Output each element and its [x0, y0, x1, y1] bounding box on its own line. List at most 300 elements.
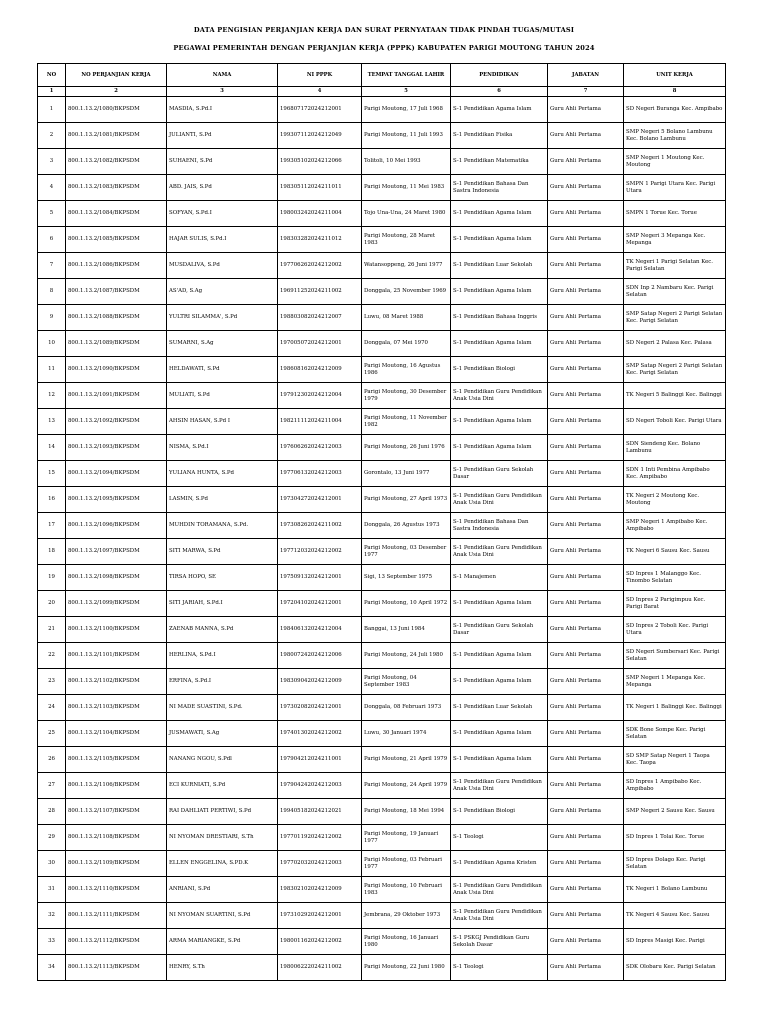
- header-no-perjanjian-kerja: NO PERJANJIAN KERJA: [66, 64, 167, 87]
- cell-unit-kerja: SDK Olobaru Kec. Parigi Selatan: [624, 955, 726, 981]
- cell-no: 17: [38, 513, 66, 539]
- table-row: [38, 461, 726, 487]
- cell-no-perjanjian-kerja: 800.1.13.2/1083/BKPSDM: [66, 175, 167, 201]
- cell-tempat-tanggal-lahir: Parigi Moutong, 22 Juni 1980: [362, 955, 451, 981]
- cell-ni-pppk: 197904242024212003: [278, 773, 362, 799]
- cell-no: 31: [38, 877, 66, 903]
- cell-jabatan: Guru Ahli Pertama: [548, 513, 624, 539]
- cell-unit-kerja: SMP Satap Negeri 2 Parigi Selatan Kec. Parigi Selatan: [624, 305, 726, 331]
- cell-jabatan: Guru Ahli Pertama: [548, 903, 624, 929]
- cell-nama: JUSMAWATI, S.Ag: [167, 721, 278, 747]
- cell-jabatan: Guru Ahli Pertama: [548, 643, 624, 669]
- cell-jabatan: Guru Ahli Pertama: [548, 253, 624, 279]
- cell-jabatan: Guru Ahli Pertama: [548, 851, 624, 877]
- cell-no-perjanjian-kerja: 800.1.13.2/1100/BKPSDM: [66, 617, 167, 643]
- cell-unit-kerja: SDN Inp 2 Nambaru Kec. Parigi Selatan: [624, 279, 726, 305]
- table-row: [38, 305, 726, 331]
- table-row: [38, 487, 726, 513]
- cell-nama: SITI JARIAH, S.Pd.I: [167, 591, 278, 617]
- cell-pendidikan: S-1 Pendidikan Biologi: [451, 357, 548, 383]
- cell-unit-kerja: SD Inpres Masigi Kec. Parigi: [624, 929, 726, 955]
- cell-unit-kerja: SMP Negeri 3 Mepanga Kec. Mepanga: [624, 227, 726, 253]
- cell-tempat-tanggal-lahir: Parigi Moutong, 04 September 1983: [362, 669, 451, 695]
- cell-no: 22: [38, 643, 66, 669]
- cell-no-perjanjian-kerja: 800.1.13.2/1104/BKPSDM: [66, 721, 167, 747]
- cell-no: 27: [38, 773, 66, 799]
- cell-no: 24: [38, 695, 66, 721]
- cell-no: 15: [38, 461, 66, 487]
- cell-pendidikan: S-1 Pendidikan Guru Pendidikan Anak Usia Dini: [451, 903, 548, 929]
- cell-jabatan: Guru Ahli Pertama: [548, 331, 624, 357]
- cell-no-perjanjian-kerja: 800.1.13.2/1091/BKPSDM: [66, 383, 167, 409]
- cell-tempat-tanggal-lahir: Parigi Moutong, 11 November 1982: [362, 409, 451, 435]
- cell-tempat-tanggal-lahir: Parigi Moutong, 11 Mei 1983: [362, 175, 451, 201]
- cell-no: 21: [38, 617, 66, 643]
- cell-ni-pppk: 198406132024212004: [278, 617, 362, 643]
- cell-tempat-tanggal-lahir: Donggala, 25 November 1969: [362, 279, 451, 305]
- cell-jabatan: Guru Ahli Pertama: [548, 227, 624, 253]
- table-row: [38, 851, 726, 877]
- cell-unit-kerja: SDK Bone Sompe Kec. Parigi Selatan: [624, 721, 726, 747]
- table-row: [38, 747, 726, 773]
- cell-unit-kerja: TK Negeri 6 Sausu Kec. Sausu: [624, 539, 726, 565]
- cell-pendidikan: S-1 Pendidikan Agama Islam: [451, 279, 548, 305]
- cell-unit-kerja: SD Negeri Sumbersari Kec. Parigi Selatan: [624, 643, 726, 669]
- cell-unit-kerja: SMPN 1 Torue Kec. Torue: [624, 201, 726, 227]
- cell-jabatan: Guru Ahli Pertama: [548, 123, 624, 149]
- cell-no-perjanjian-kerja: 800.1.13.2/1090/BKPSDM: [66, 357, 167, 383]
- cell-tempat-tanggal-lahir: Parigi Moutong, 18 Mei 1994: [362, 799, 451, 825]
- cell-unit-kerja: TK Negeri 4 Sausu Kec. Sausu: [624, 903, 726, 929]
- cell-no: 32: [38, 903, 66, 929]
- cell-ni-pppk: 197912302024212004: [278, 383, 362, 409]
- column-number: 2: [66, 87, 167, 97]
- table-row: [38, 877, 726, 903]
- cell-unit-kerja: SDN Siendeng Kec. Bolano Lambunu: [624, 435, 726, 461]
- table-row: [38, 123, 726, 149]
- cell-no: 3: [38, 149, 66, 175]
- cell-jabatan: Guru Ahli Pertama: [548, 799, 624, 825]
- table-row: [38, 279, 726, 305]
- cell-pendidikan: S-1 Pendidikan Bahasa Dan Sastra Indonesia: [451, 175, 548, 201]
- cell-jabatan: Guru Ahli Pertama: [548, 747, 624, 773]
- table-row: [38, 149, 726, 175]
- cell-no: 29: [38, 825, 66, 851]
- cell-pendidikan: S-1 Pendidikan Luar Sekolah: [451, 695, 548, 721]
- cell-unit-kerja: SD Inpres 1 Malanggo Kec. Tinombo Selatan: [624, 565, 726, 591]
- cell-tempat-tanggal-lahir: Parigi Moutong, 10 April 1972: [362, 591, 451, 617]
- cell-no: 8: [38, 279, 66, 305]
- cell-no-perjanjian-kerja: 800.1.13.2/1103/BKPSDM: [66, 695, 167, 721]
- cell-nama: HELDAWATI, S.Pd: [167, 357, 278, 383]
- cell-jabatan: Guru Ahli Pertama: [548, 97, 624, 123]
- document-title-line-1: DATA PENGISIAN PERJANJIAN KERJA DAN SURAT PERNYATAAN TIDAK PINDAH TUGAS/MUTASI: [193, 26, 575, 34]
- cell-jabatan: Guru Ahli Pertama: [548, 409, 624, 435]
- cell-no-perjanjian-kerja: 800.1.13.2/1099/BKPSDM: [66, 591, 167, 617]
- cell-no-perjanjian-kerja: 800.1.13.2/1089/BKPSDM: [66, 331, 167, 357]
- table-body: [38, 97, 726, 981]
- cell-no-perjanjian-kerja: 800.1.13.2/1097/BKPSDM: [66, 539, 167, 565]
- cell-ni-pppk: 198303282024211012: [278, 227, 362, 253]
- cell-pendidikan: S-1 Pendidikan Agama Islam: [451, 435, 548, 461]
- cell-tempat-tanggal-lahir: Parigi Moutong, 17 Juli 1968: [362, 97, 451, 123]
- cell-jabatan: Guru Ahli Pertama: [548, 539, 624, 565]
- cell-jabatan: Guru Ahli Pertama: [548, 201, 624, 227]
- cell-ni-pppk: 199305102024212066: [278, 149, 362, 175]
- cell-tempat-tanggal-lahir: Parigi Moutong, 27 April 1973: [362, 487, 451, 513]
- cell-nama: ERFINA, S.Pd.I: [167, 669, 278, 695]
- cell-ni-pppk: 196911252024211002: [278, 279, 362, 305]
- cell-nama: ABD. JAIS, S.Pd: [167, 175, 278, 201]
- cell-tempat-tanggal-lahir: Parigi Moutong, 28 Maret 1983: [362, 227, 451, 253]
- cell-no-perjanjian-kerja: 800.1.13.2/1112/BKPSDM: [66, 929, 167, 955]
- cell-no-perjanjian-kerja: 800.1.13.2/1082/BKPSDM: [66, 149, 167, 175]
- table-row: [38, 513, 726, 539]
- cell-no-perjanjian-kerja: 800.1.13.2/1096/BKPSDM: [66, 513, 167, 539]
- cell-pendidikan: S-1 Pendidikan Fisika: [451, 123, 548, 149]
- cell-unit-kerja: TK Negeri 2 Moutong Kec. Moutong: [624, 487, 726, 513]
- cell-tempat-tanggal-lahir: Parigi Moutong, 19 Januari 1977: [362, 825, 451, 851]
- cell-unit-kerja: SD Inpres 2 Parigimpuu Kec. Parigi Barat: [624, 591, 726, 617]
- cell-no: 11: [38, 357, 66, 383]
- cell-pendidikan: S-1 Pendidikan Biologi: [451, 799, 548, 825]
- cell-no-perjanjian-kerja: 800.1.13.2/1080/BKPSDM: [66, 97, 167, 123]
- cell-pendidikan: S-1 Pendidikan Agama Islam: [451, 201, 548, 227]
- cell-unit-kerja: SDN 1 Inti Pembina Ampibabo Kec. Ampibabo: [624, 461, 726, 487]
- column-number: 5: [362, 87, 451, 97]
- table-row: [38, 331, 726, 357]
- cell-nama: MASDIA, S.Pd.I: [167, 97, 278, 123]
- cell-no-perjanjian-kerja: 800.1.13.2/1113/BKPSDM: [66, 955, 167, 981]
- cell-ni-pppk: 197308262024211002: [278, 513, 362, 539]
- cell-ni-pppk: 197706262024212002: [278, 253, 362, 279]
- cell-pendidikan: S-1 PSKGJ Pendidikan Guru Sekolah Dasar: [451, 929, 548, 955]
- cell-pendidikan: S-1 Pendidikan Agama Islam: [451, 227, 548, 253]
- cell-nama: JULIANTI, S.Pd: [167, 123, 278, 149]
- cell-no: 13: [38, 409, 66, 435]
- cell-jabatan: Guru Ahli Pertama: [548, 617, 624, 643]
- cell-nama: HAJAR SULIS, S.Pd.I: [167, 227, 278, 253]
- cell-pendidikan: S-1 Pendidikan Agama Islam: [451, 97, 548, 123]
- cell-no: 20: [38, 591, 66, 617]
- cell-no-perjanjian-kerja: 800.1.13.2/1081/BKPSDM: [66, 123, 167, 149]
- cell-tempat-tanggal-lahir: Parigi Moutong, 10 Februari 1983: [362, 877, 451, 903]
- cell-no-perjanjian-kerja: 800.1.13.2/1102/BKPSDM: [66, 669, 167, 695]
- cell-pendidikan: S-1 Pendidikan Agama Islam: [451, 721, 548, 747]
- cell-jabatan: Guru Ahli Pertama: [548, 435, 624, 461]
- cell-ni-pppk: 197702032024212003: [278, 851, 362, 877]
- cell-nama: LASMIN, S.Pd: [167, 487, 278, 513]
- document-title-line-2: PEGAWAI PEMERINTAH DENGAN PERJANJIAN KERJA (PPPK) KABUPATEN PARIGI MOUTONG TAHUN 2024: [173, 44, 595, 52]
- cell-tempat-tanggal-lahir: Parigi Moutong, 24 Juli 1980: [362, 643, 451, 669]
- cell-ni-pppk: 197204102024212001: [278, 591, 362, 617]
- pppk-data-table: [37, 63, 726, 981]
- table-row: [38, 409, 726, 435]
- cell-tempat-tanggal-lahir: Parigi Moutong, 03 Desember 1977: [362, 539, 451, 565]
- cell-ni-pppk: 198211112024211004: [278, 409, 362, 435]
- cell-pendidikan: S-1 Pendidikan Guru Sekolah Dasar: [451, 617, 548, 643]
- table-row: [38, 721, 726, 747]
- cell-nama: ANRIANI, S.Pd: [167, 877, 278, 903]
- cell-jabatan: Guru Ahli Pertama: [548, 565, 624, 591]
- header-unit-kerja: UNIT KERJA: [624, 64, 726, 87]
- cell-no-perjanjian-kerja: 800.1.13.2/1105/BKPSDM: [66, 747, 167, 773]
- table-row: [38, 773, 726, 799]
- cell-no: 2: [38, 123, 66, 149]
- cell-no: 9: [38, 305, 66, 331]
- header-tempat-tanggal-lahir: TEMPAT TANGGAL LAHIR: [362, 64, 451, 87]
- column-number: 6: [451, 87, 548, 97]
- cell-no: 7: [38, 253, 66, 279]
- cell-tempat-tanggal-lahir: Watansoppeng, 26 Juni 1977: [362, 253, 451, 279]
- cell-unit-kerja: SMP Satap Negeri 2 Parigi Selatan Kec. Parigi Selatan: [624, 357, 726, 383]
- cell-ni-pppk: 197302082024212001: [278, 695, 362, 721]
- cell-no: 10: [38, 331, 66, 357]
- cell-pendidikan: S-1 Teologi: [451, 955, 548, 981]
- cell-nama: SOFYAN, S.Pd.I: [167, 201, 278, 227]
- table-row: [38, 97, 726, 123]
- cell-jabatan: Guru Ahli Pertama: [548, 279, 624, 305]
- cell-unit-kerja: SMP Negeri 1 Mepanga Kec. Mepanga: [624, 669, 726, 695]
- cell-jabatan: Guru Ahli Pertama: [548, 305, 624, 331]
- table-row: [38, 175, 726, 201]
- cell-nama: NI NYOMAN SUARTINI, S.Pd: [167, 903, 278, 929]
- cell-unit-kerja: SD Inpres 2 Toboli Kec. Parigi Utara: [624, 617, 726, 643]
- table-row: [38, 227, 726, 253]
- table-row: [38, 357, 726, 383]
- cell-nama: TIRSA HOPO, SE: [167, 565, 278, 591]
- cell-tempat-tanggal-lahir: Parigi Moutong, 26 Juni 1976: [362, 435, 451, 461]
- cell-ni-pppk: 198803082024212007: [278, 305, 362, 331]
- cell-unit-kerja: TK Negeri 1 Bolano Lambunu: [624, 877, 726, 903]
- table-row: [38, 903, 726, 929]
- cell-ni-pppk: 198309042024212009: [278, 669, 362, 695]
- table-row: [38, 383, 726, 409]
- cell-ni-pppk: 196807172024212001: [278, 97, 362, 123]
- cell-pendidikan: S-1 Pendidikan Guru Sekolah Dasar: [451, 461, 548, 487]
- cell-no: 6: [38, 227, 66, 253]
- header-no: NO: [38, 64, 66, 87]
- cell-unit-kerja: SD Inpres 1 Ampibabo Kec. Ampibabo: [624, 773, 726, 799]
- cell-tempat-tanggal-lahir: Parigi Moutong, 30 Desember 1979: [362, 383, 451, 409]
- cell-tempat-tanggal-lahir: Donggala, 26 Agustus 1973: [362, 513, 451, 539]
- header-row: [38, 64, 726, 87]
- cell-jabatan: Guru Ahli Pertama: [548, 721, 624, 747]
- cell-ni-pppk: 198001162024212002: [278, 929, 362, 955]
- cell-nama: SUMARNI, S.Ag: [167, 331, 278, 357]
- column-number: 7: [548, 87, 624, 97]
- table-row: [38, 617, 726, 643]
- cell-no: 30: [38, 851, 66, 877]
- cell-tempat-tanggal-lahir: Gorontalo, 13 Juni 1977: [362, 461, 451, 487]
- cell-ni-pppk: 198608162024212009: [278, 357, 362, 383]
- header-nama: NAMA: [167, 64, 278, 87]
- cell-no-perjanjian-kerja: 800.1.13.2/1109/BKPSDM: [66, 851, 167, 877]
- cell-ni-pppk: 197606262024212003: [278, 435, 362, 461]
- cell-no-perjanjian-kerja: 800.1.13.2/1092/BKPSDM: [66, 409, 167, 435]
- cell-no: 25: [38, 721, 66, 747]
- table-row: [38, 565, 726, 591]
- cell-ni-pppk: 197712032024212002: [278, 539, 362, 565]
- column-number: 4: [278, 87, 362, 97]
- table-row: [38, 591, 726, 617]
- cell-jabatan: Guru Ahli Pertama: [548, 591, 624, 617]
- cell-no-perjanjian-kerja: 800.1.13.2/1110/BKPSDM: [66, 877, 167, 903]
- cell-tempat-tanggal-lahir: Luwu, 08 Maret 1988: [362, 305, 451, 331]
- cell-unit-kerja: SMP Negeri 5 Bolano Lambunu Kec. Bolano Lambunu: [624, 123, 726, 149]
- cell-no: 26: [38, 747, 66, 773]
- cell-pendidikan: S-1 Pendidikan Bahasa Inggris: [451, 305, 548, 331]
- table-row: [38, 955, 726, 981]
- cell-unit-kerja: SMPN 1 Parigi Utara Kec. Parigi Utara: [624, 175, 726, 201]
- cell-unit-kerja: TK Negeri 5 Balinggi Kec. Balinggi: [624, 383, 726, 409]
- cell-nama: MULIATI, S.Pd: [167, 383, 278, 409]
- cell-ni-pppk: 198006222024211002: [278, 955, 362, 981]
- cell-no-perjanjian-kerja: 800.1.13.2/1088/BKPSDM: [66, 305, 167, 331]
- cell-pendidikan: S-1 Pendidikan Luar Sekolah: [451, 253, 548, 279]
- cell-ni-pppk: 197304272024212001: [278, 487, 362, 513]
- cell-ni-pppk: 199307112024212049: [278, 123, 362, 149]
- cell-unit-kerja: SMP Negeri 2 Sausu Kec. Sausu: [624, 799, 726, 825]
- cell-nama: NI NYOMAN DRESTIARI, S.Th: [167, 825, 278, 851]
- cell-nama: NANANG NGOU, S.Pdl: [167, 747, 278, 773]
- cell-unit-kerja: SD SMP Satap Negeri 1 Taopa Kec. Taopa: [624, 747, 726, 773]
- cell-pendidikan: S-1 Pendidikan Guru Pendidikan Anak Usia Dini: [451, 877, 548, 903]
- cell-ni-pppk: 198003242024211004: [278, 201, 362, 227]
- cell-nama: ZAENAB MANNA, S.Pd: [167, 617, 278, 643]
- cell-nama: HENRY, S.Th: [167, 955, 278, 981]
- cell-jabatan: Guru Ahli Pertama: [548, 773, 624, 799]
- cell-pendidikan: S-1 Pendidikan Agama Islam: [451, 643, 548, 669]
- cell-jabatan: Guru Ahli Pertama: [548, 357, 624, 383]
- cell-pendidikan: S-1 Pendidikan Guru Pendidikan Anak Usia Dini: [451, 539, 548, 565]
- cell-pendidikan: S-1 Teologi: [451, 825, 548, 851]
- cell-tempat-tanggal-lahir: Tojo Una-Una, 24 Maret 1980: [362, 201, 451, 227]
- cell-nama: MUHDIN TORAMANA, S.Pd.: [167, 513, 278, 539]
- cell-pendidikan: S-1 Manajemen: [451, 565, 548, 591]
- cell-no-perjanjian-kerja: 800.1.13.2/1108/BKPSDM: [66, 825, 167, 851]
- cell-unit-kerja: SMP Negeri 1 Moutong Kec. Moutong: [624, 149, 726, 175]
- cell-no-perjanjian-kerja: 800.1.13.2/1098/BKPSDM: [66, 565, 167, 591]
- cell-nama: YULIANA HUNTA, S.Pd: [167, 461, 278, 487]
- cell-nama: YULTRI SILAMMA', S.Pd: [167, 305, 278, 331]
- cell-tempat-tanggal-lahir: Luwu, 30 Januari 1974: [362, 721, 451, 747]
- cell-nama: RAI DAHLIATI PERTIWI, S.Pd: [167, 799, 278, 825]
- cell-tempat-tanggal-lahir: Parigi Moutong, 03 Februari 1977: [362, 851, 451, 877]
- cell-ni-pppk: 198302102024212009: [278, 877, 362, 903]
- cell-jabatan: Guru Ahli Pertama: [548, 695, 624, 721]
- cell-no: 5: [38, 201, 66, 227]
- cell-pendidikan: S-1 Pendidikan Agama Islam: [451, 409, 548, 435]
- cell-ni-pppk: 197706132024212003: [278, 461, 362, 487]
- cell-nama: AHSIN HASAN, S.Pd I: [167, 409, 278, 435]
- cell-unit-kerja: SD Inpres Dolago Kec. Parigi Selatan: [624, 851, 726, 877]
- cell-pendidikan: S-1 Pendidikan Bahasa Dan Sastra Indonesia: [451, 513, 548, 539]
- cell-ni-pppk: 197401302024212002: [278, 721, 362, 747]
- cell-ni-pppk: 198305112024211011: [278, 175, 362, 201]
- cell-ni-pppk: 199405182024212021: [278, 799, 362, 825]
- cell-no-perjanjian-kerja: 800.1.13.2/1094/BKPSDM: [66, 461, 167, 487]
- cell-pendidikan: S-1 Pendidikan Guru Pendidikan Anak Usia Dini: [451, 487, 548, 513]
- cell-tempat-tanggal-lahir: Sigi, 13 September 1975: [362, 565, 451, 591]
- cell-no-perjanjian-kerja: 800.1.13.2/1095/BKPSDM: [66, 487, 167, 513]
- cell-tempat-tanggal-lahir: Jembrana, 29 Oktober 1973: [362, 903, 451, 929]
- cell-tempat-tanggal-lahir: Donggala, 07 Mei 1970: [362, 331, 451, 357]
- table-row: [38, 929, 726, 955]
- cell-nama: NI MADE SUASTINI, S.Pd.: [167, 695, 278, 721]
- cell-jabatan: Guru Ahli Pertama: [548, 929, 624, 955]
- cell-ni-pppk: 197904212024211001: [278, 747, 362, 773]
- cell-ni-pppk: 197005072024212001: [278, 331, 362, 357]
- cell-nama: ELLEN ENGGELINA, S.PD.K: [167, 851, 278, 877]
- cell-pendidikan: S-1 Pendidikan Agama Islam: [451, 591, 548, 617]
- cell-no: 19: [38, 565, 66, 591]
- cell-no-perjanjian-kerja: 800.1.13.2/1106/BKPSDM: [66, 773, 167, 799]
- cell-jabatan: Guru Ahli Pertama: [548, 175, 624, 201]
- cell-unit-kerja: TK Negeri 1 Balinggi Kec. Balinggi: [624, 695, 726, 721]
- cell-unit-kerja: SD Negeri Toboli Kec. Parigi Utara: [624, 409, 726, 435]
- cell-pendidikan: S-1 Pendidikan Agama Islam: [451, 669, 548, 695]
- cell-unit-kerja: SMP Negeri 1 Ampibabo Kec. Ampibabo: [624, 513, 726, 539]
- table-row: [38, 643, 726, 669]
- table-row: [38, 799, 726, 825]
- cell-tempat-tanggal-lahir: Parigi Moutong, 21 April 1979: [362, 747, 451, 773]
- cell-no-perjanjian-kerja: 800.1.13.2/1111/BKPSDM: [66, 903, 167, 929]
- table-row: [38, 669, 726, 695]
- cell-pendidikan: S-1 Pendidikan Agama Kristen: [451, 851, 548, 877]
- cell-tempat-tanggal-lahir: Parigi Moutong, 24 April 1979: [362, 773, 451, 799]
- cell-tempat-tanggal-lahir: Parigi Moutong, 16 Januari 1980: [362, 929, 451, 955]
- cell-no: 28: [38, 799, 66, 825]
- cell-unit-kerja: SD Inpres 1 Tolai Kec. Torue: [624, 825, 726, 851]
- table-row: [38, 253, 726, 279]
- header-pendidikan: PENDIDIKAN: [451, 64, 548, 87]
- table-row: [38, 201, 726, 227]
- cell-jabatan: Guru Ahli Pertama: [548, 669, 624, 695]
- cell-unit-kerja: SD Negeri 2 Palasa Kec. Palasa: [624, 331, 726, 357]
- column-number-row: [38, 87, 726, 97]
- cell-tempat-tanggal-lahir: Banggai, 13 Juni 1984: [362, 617, 451, 643]
- cell-nama: ECI KURNIATI, S.Pd: [167, 773, 278, 799]
- cell-jabatan: Guru Ahli Pertama: [548, 825, 624, 851]
- cell-nama: AS'AD, S.Ag: [167, 279, 278, 305]
- cell-unit-kerja: SD Negeri Buranga Kec. Ampibabo: [624, 97, 726, 123]
- cell-pendidikan: S-1 Pendidikan Guru Pendidikan Anak Usia Dini: [451, 383, 548, 409]
- column-number: 1: [38, 87, 66, 97]
- cell-jabatan: Guru Ahli Pertama: [548, 461, 624, 487]
- cell-tempat-tanggal-lahir: Donggala, 08 Februari 1973: [362, 695, 451, 721]
- table-row: [38, 539, 726, 565]
- table-row: [38, 825, 726, 851]
- cell-ni-pppk: 197310292024212001: [278, 903, 362, 929]
- cell-pendidikan: S-1 Pendidikan Matematika: [451, 149, 548, 175]
- table-row: [38, 435, 726, 461]
- cell-no: 23: [38, 669, 66, 695]
- cell-no: 33: [38, 929, 66, 955]
- cell-pendidikan: S-1 Pendidikan Agama Islam: [451, 331, 548, 357]
- table-row: [38, 695, 726, 721]
- cell-jabatan: Guru Ahli Pertama: [548, 487, 624, 513]
- cell-no: 4: [38, 175, 66, 201]
- cell-jabatan: Guru Ahli Pertama: [548, 955, 624, 981]
- cell-no: 12: [38, 383, 66, 409]
- cell-tempat-tanggal-lahir: Parigi Moutong, 16 Agustus 1986: [362, 357, 451, 383]
- cell-ni-pppk: 197509132024212001: [278, 565, 362, 591]
- column-number: 8: [624, 87, 726, 97]
- cell-no-perjanjian-kerja: 800.1.13.2/1085/BKPSDM: [66, 227, 167, 253]
- cell-tempat-tanggal-lahir: Tolitoli, 10 Mei 1993: [362, 149, 451, 175]
- header-jabatan: JABATAN: [548, 64, 624, 87]
